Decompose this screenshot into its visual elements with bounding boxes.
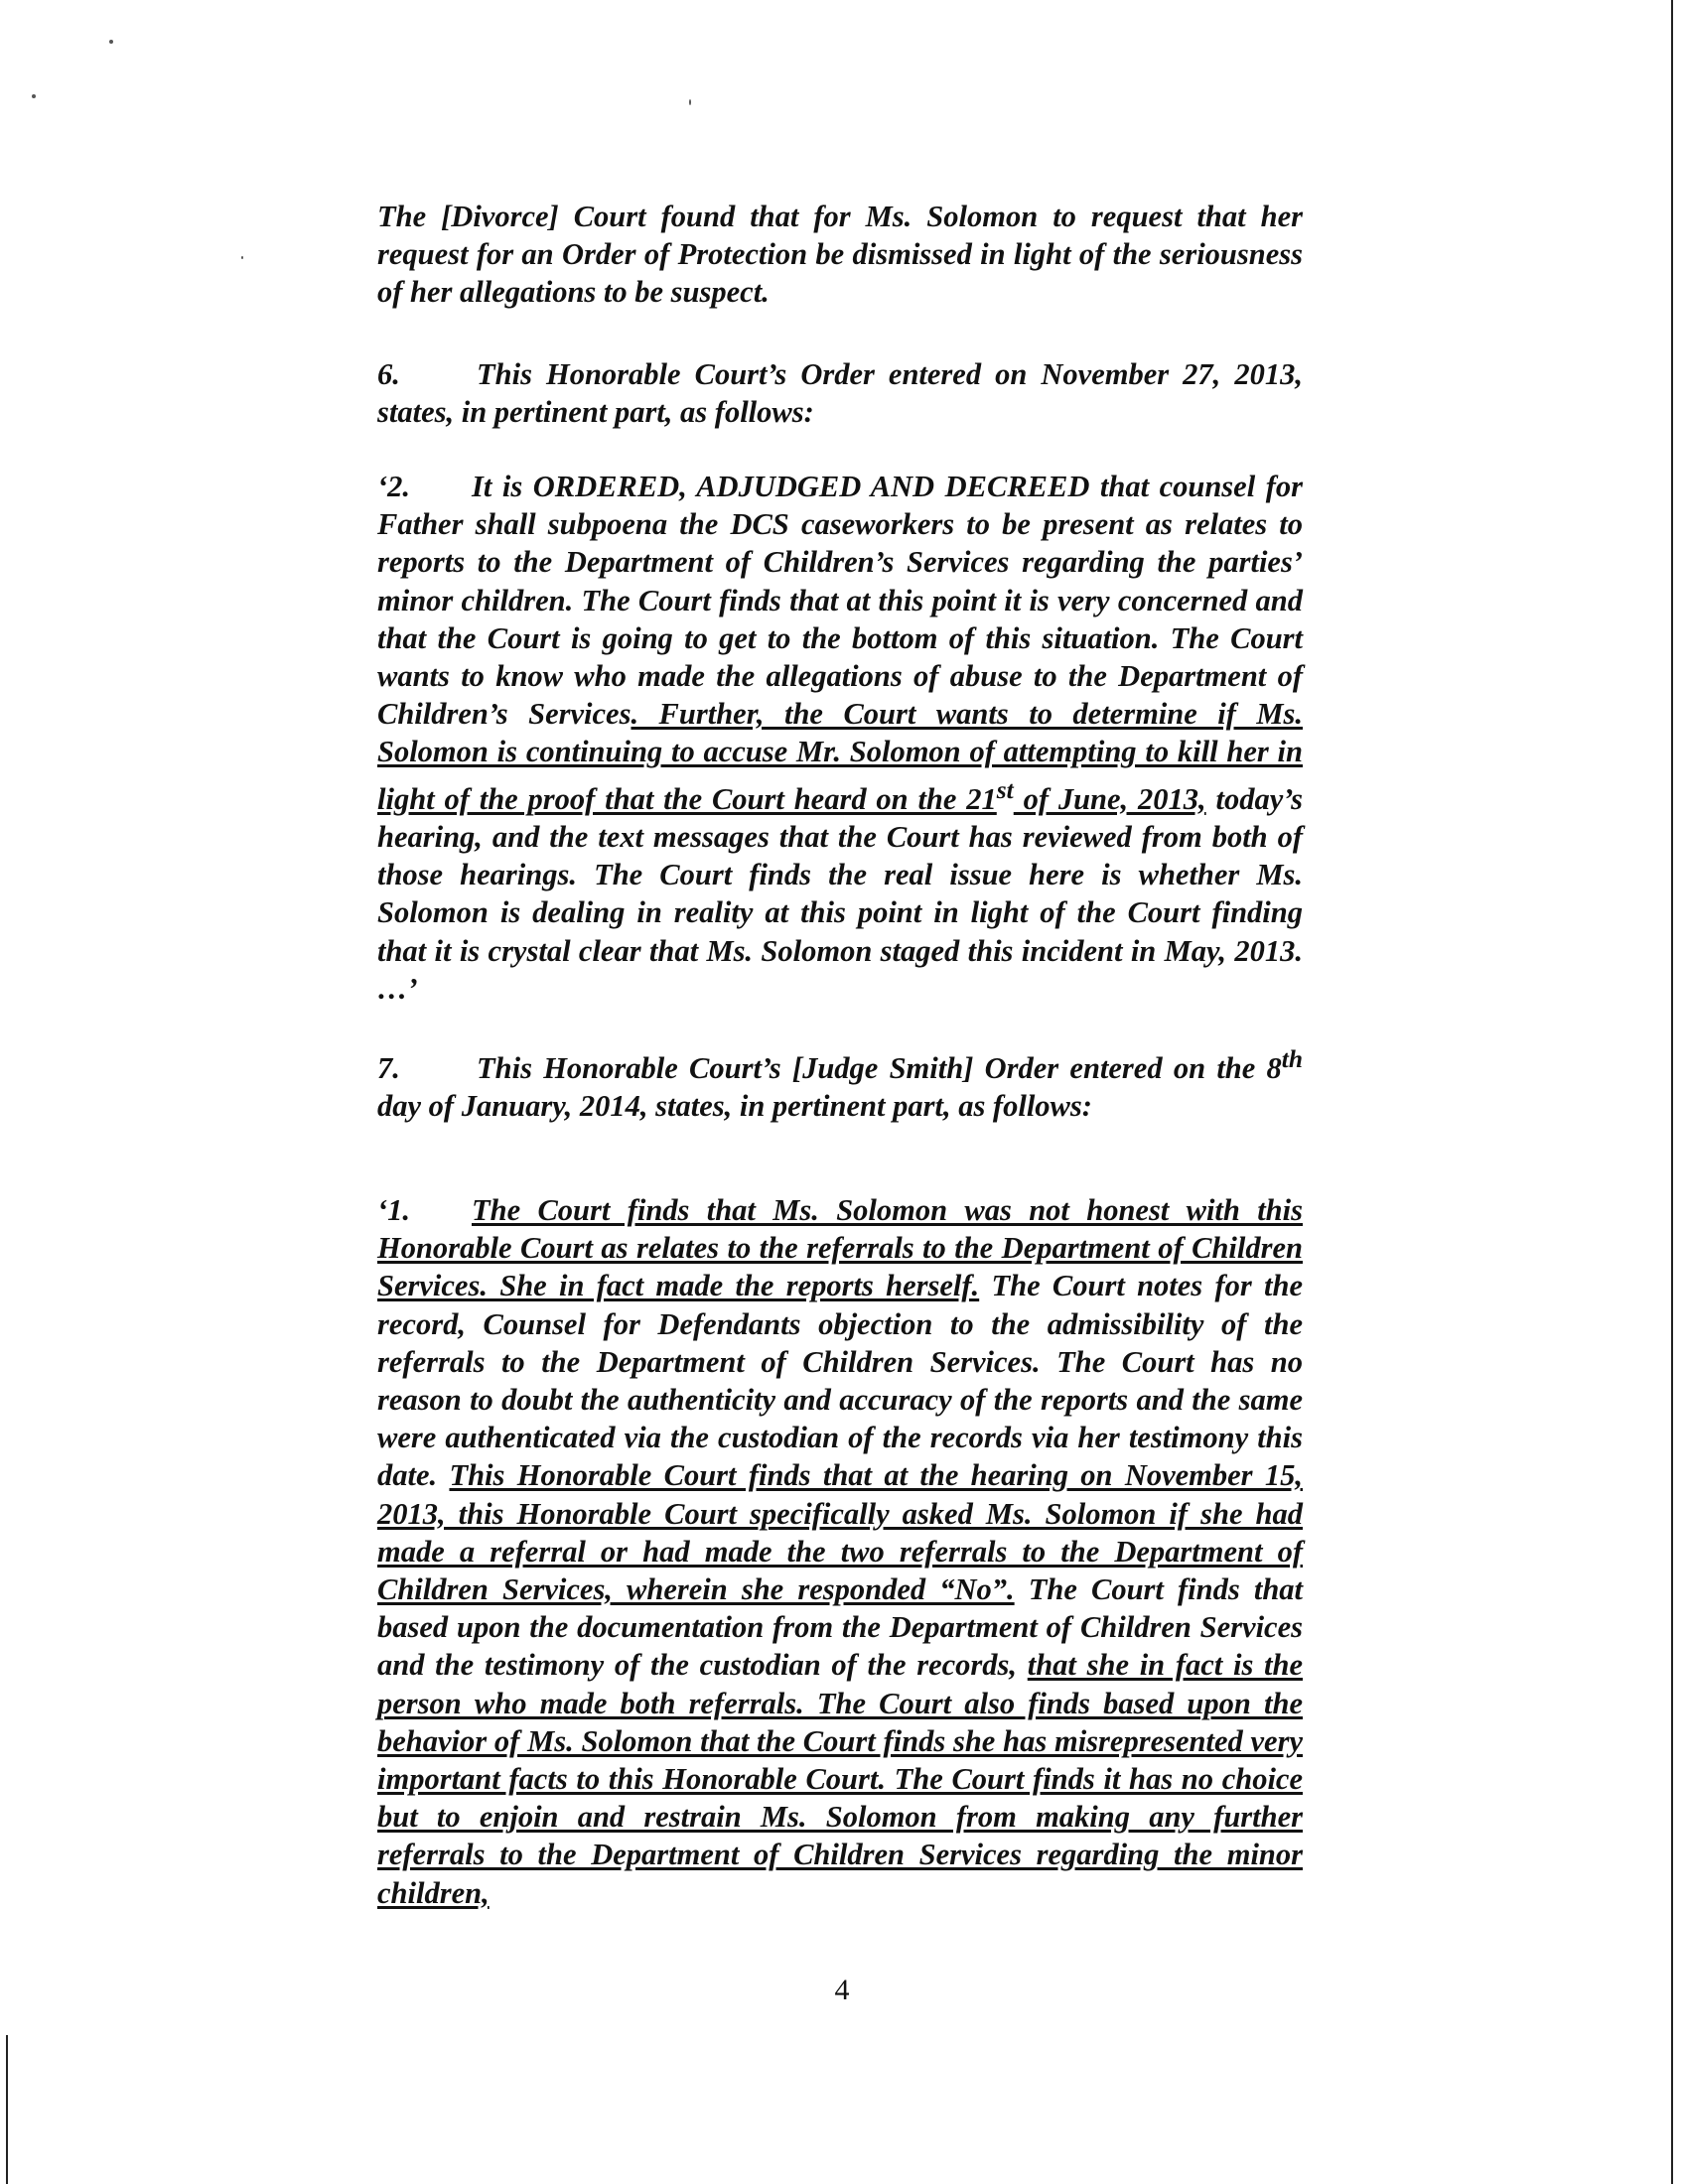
paragraph-7-superscript: th	[1281, 1045, 1303, 1073]
scan-edge-line	[6, 2035, 8, 2184]
paragraph-number: 6.	[377, 357, 400, 391]
paragraph-number: 7.	[377, 1051, 400, 1086]
quote-2-underlined-a: . Further, the Court wants to determine if Ms. Solomon is continuing to accuse Mr. Solomon of attempting to kill her in light of the proof that the Court heard on the 21	[377, 697, 1303, 816]
quote-1-underlined-c: that she in fact is the person who made both referrals. The Court also finds based upon the behavior of Ms. Solomon that the Court finds she has misrepresented very important facts to this Honorable Court. The Court finds it has no choice but to enjoin and restrain Ms. Solomon from making any further referrals to the Department of Children Services regarding the minor children,	[377, 1648, 1304, 1910]
quote-1-underlined-a: The Court finds that Ms. Solomon was not honest with this Honorable Court as relates to the referrals to the Department of Children Services. She in fact made the reports herself.	[377, 1193, 1303, 1303]
quote-item-number: ‘2.	[377, 470, 411, 503]
quote-1-text-a: The Court notes for the record, Counsel for Defendants objection to the admissibility of the referrals to the Department of Children Services. The Court has no reason to doubt the authenticity and accuracy of the reports and the same were authenticated via the custodian of the records via her testimony this date.	[377, 1269, 1304, 1493]
paragraph-7-text-b: day of January, 2014, states, in pertinent part, as follows:	[377, 1089, 1092, 1124]
quote-2-text-b: today’s hearing, and the text messages that the Court has reviewed from both of those hearings. The Court finds the real issue here is whether Ms. Solomon is dealing in reality at this point in light of the Court finding that it is crystal clear that Ms. Solomon staged this incident in May, 2013. …’	[377, 781, 1303, 1006]
scan-speck	[241, 256, 243, 259]
paragraph-6	[377, 355, 1303, 431]
quoted-order-item-1	[377, 1191, 1303, 1912]
page-number: 4	[834, 1974, 850, 2006]
scan-speck	[109, 40, 113, 44]
quote-1-text-b: The Court finds that based upon the documentation from the Department of Children Services and the testimony of the custodian of the records,	[377, 1572, 1304, 1683]
continuation-text: The [Divorce] Court found that for Ms. Solomon to request that her request for an Order of Protection be dismissed in light of the seriousness of her allegations to be suspect.	[377, 200, 1303, 310]
quote-2-superscript: st	[996, 775, 1014, 804]
continuation-paragraph	[377, 198, 1303, 312]
scan-speck	[32, 94, 36, 98]
quote-1-underlined-b: This Honorable Court finds that at the hearing on November 15, 2013, this Honorable Court specifically asked Ms. Solomon if she had made a referral or had made the two referrals to the Department of Children Services, wherein she responded “No”.	[377, 1458, 1303, 1607]
scan-speck	[689, 99, 691, 105]
quote-item-number: ‘1.	[377, 1193, 411, 1227]
quote-2-text-a: It is ORDERED, ADJUDGED AND DECREED that counsel for Father shall subpoena the DCS caseworkers to be present as relates to reports to the Department of Children’s Services regarding the parties’ minor children. The Court finds that at this point it is very concerned and that the Court is going to get to the bottom of this situation. The Court wants to know who made the allegations of abuse to the Department of Children’s Services	[377, 470, 1303, 732]
paragraph-7	[377, 1040, 1303, 1126]
paragraph-7-text-a: This Honorable Court’s [Judge Smith] Order entered on the 8	[477, 1051, 1282, 1086]
scan-edge-line	[1671, 0, 1673, 2184]
quote-2-underlined-b: of June, 2013,	[1013, 781, 1206, 816]
quoted-order-item-2	[377, 468, 1303, 1008]
paragraph-6-text: This Honorable Court’s Order entered on November 27, 2013, states, in pertinent part, as follows:	[377, 357, 1303, 430]
